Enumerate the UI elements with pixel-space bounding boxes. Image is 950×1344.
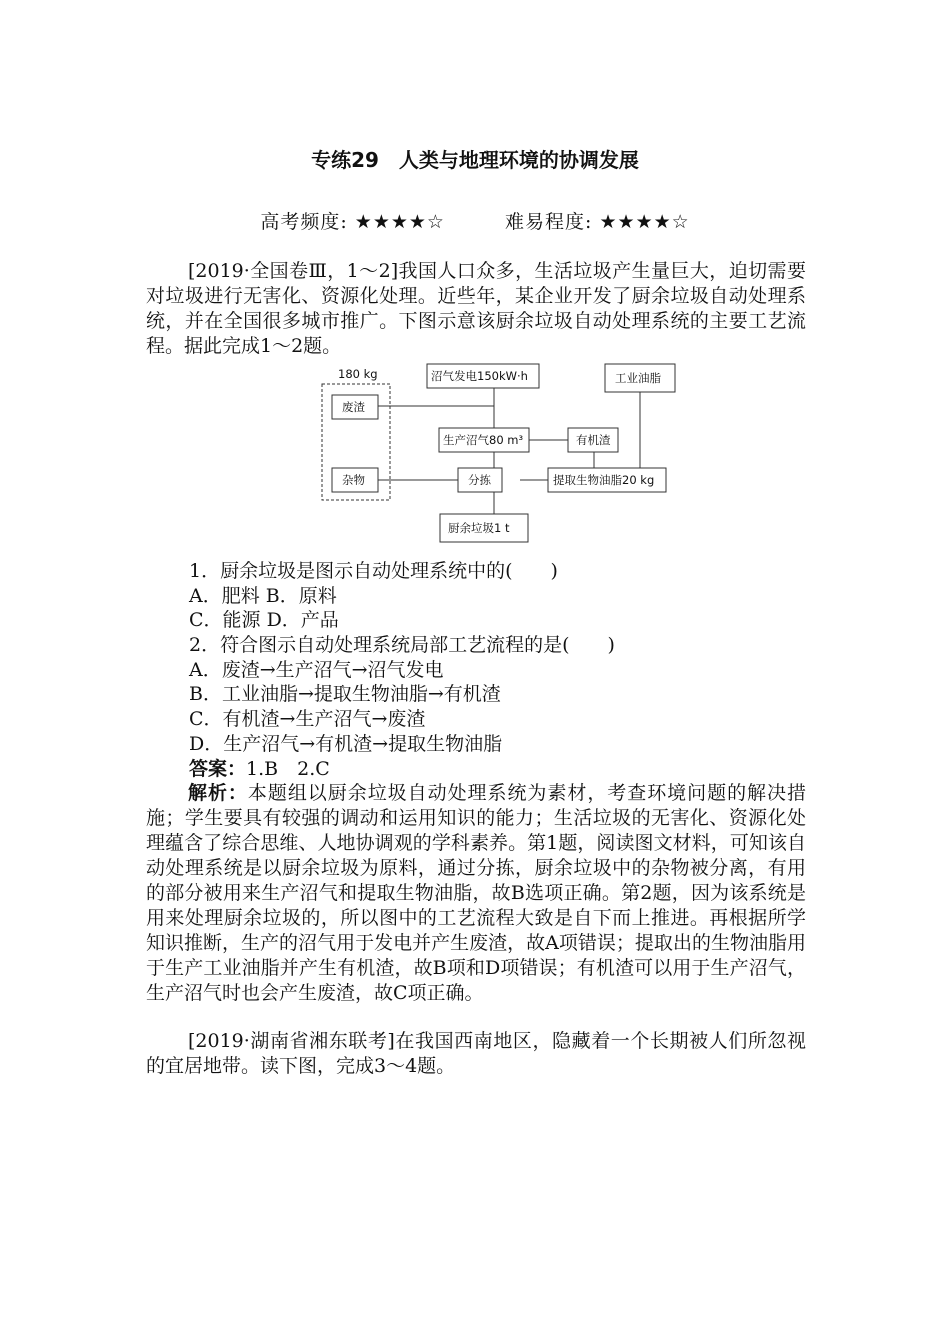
flow-diagram [318,360,678,545]
difficulty-stars: ★★★★☆ [599,211,690,233]
label-feizha: 废渣 [342,400,365,414]
label-chuyu: 厨余垃圾1 t [448,521,510,535]
q2-option-d: D．生产沼气→有机渣→提取生物油脂 [189,733,503,755]
intro-paragraph-2: [2019·湖南省湘东联考]在我国西南地区，隐藏着一个长期被人们所忽视的宜居地带。读下图，完成3～4题。 [146,1030,806,1077]
label-youjizha: 有机渣 [576,433,611,447]
difficulty-label: 难易程度: [505,211,593,233]
rating-line [0,207,950,234]
label-shengchan-zhaoqi: 生产沼气80 m³ [443,433,524,447]
page-title: 专练29 人类与地理环境的协调发展 [311,148,639,172]
q1-options-ab: A．肥料 B．原料 [189,585,337,607]
q2-option-c: C．有机渣→生产沼气→废渣 [189,708,426,730]
label-gongye-youzhi: 工业油脂 [615,371,661,385]
answer-label: 答案： [189,758,247,780]
q1-options-cd: C．能源 D．产品 [189,609,339,631]
q2-option-b: B．工业油脂→提取生物油脂→有机渣 [189,683,501,705]
answer-text: 1.B 2.C [246,758,330,780]
analysis-paragraph [146,781,806,1006]
q2-option-a: A．废渣→生产沼气→沼气发电 [189,659,444,681]
intro-paragraph-1: [2019·全国卷Ⅲ，1～2]我国人口众多，生活垃圾产生量巨大，迫切需要对垃圾进行无害化、资源化处理。近些年，某企业开发了厨余垃圾自动处理系统，并在全国很多城市推广。下图示意该厨余垃圾自动处理系统的主要工艺流程。据此完成1～2题。 [146,260,806,357]
analysis-text: 本题组以厨余垃圾自动处理系统为素材，考查环境问题的解决措施；学生要具有较强的调动和运用知识的能力；生活垃圾的无害化、资源化处理蕴含了综合思维、人地协调观的学科素养。第1题，阅读图文材料，可知该自动处理系统是以厨余垃圾为原料，通过分拣，厨余垃圾中的杂物被分离，有用的部分被用来生产沼气和提取生物油脂，故B选项正确。第2题，因为该系统是用来处理厨余垃圾的，所以图中的工艺流程大致是自下而上推进。再根据所学知识推断，生产的沼气用于发电并产生废渣，故A项错误；提取出的生物油脂用于生产工业油脂并产生有机渣，故B项和D项错误；有机渣可以用于生产沼气，生产沼气时也会产生废渣，故C项正确。 [146,782,806,1004]
label-zhaoqi-fadian: 沼气发电150kW·h [431,369,528,383]
analysis-label: 解析： [188,782,248,804]
q2-stem: 2．符合图示自动处理系统局部工艺流程的是( ) [189,634,615,656]
frequency-label: 高考频度: [260,211,348,233]
frequency-stars: ★★★★☆ [354,211,445,233]
label-tiqu: 提取生物油脂20 kg [553,473,655,487]
label-fenjian: 分拣 [468,473,491,487]
label-180kg: 180 kg [338,367,378,381]
label-zawu: 杂物 [342,473,365,487]
answer-line [189,757,330,782]
q1-stem: 1．厨余垃圾是图示自动处理系统中的( ) [189,560,558,582]
